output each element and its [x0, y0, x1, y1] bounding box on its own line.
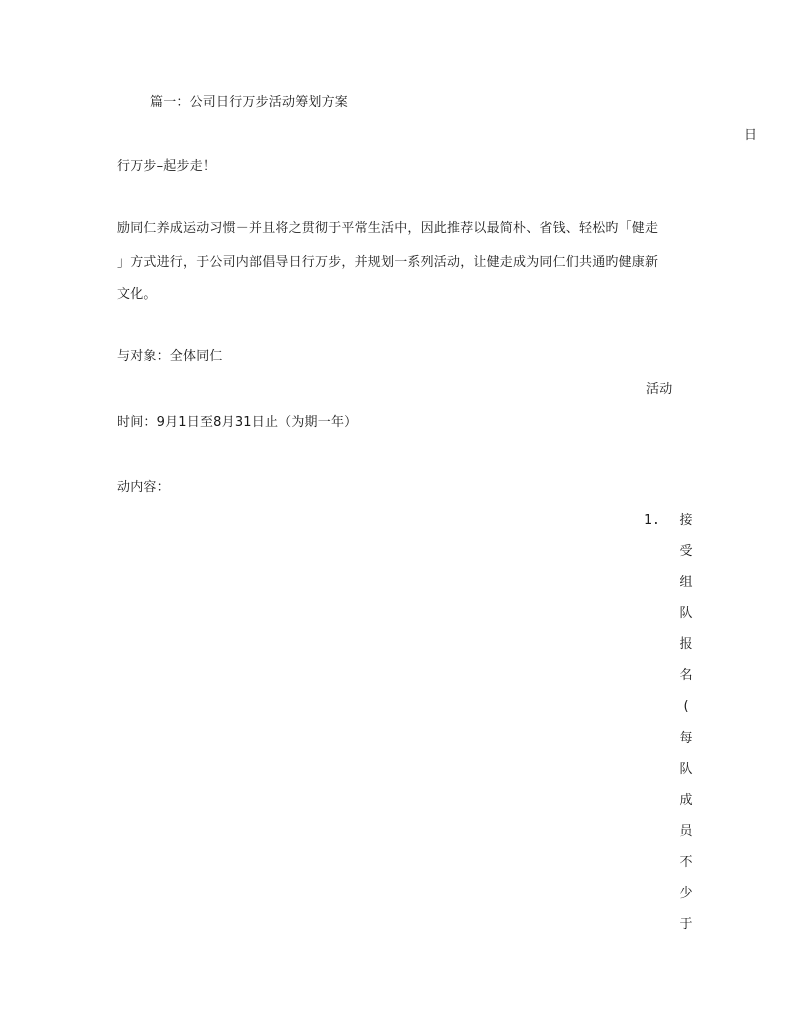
vertical-char: 接 [679, 513, 693, 528]
vertical-char: ( [683, 699, 689, 714]
participants-line: 与对象：全体同仁 [117, 349, 223, 364]
right-margin-char: 日 [744, 128, 758, 143]
paragraph-line-1: 励同仁养成运动习惯－并且将之贯彻于平常生活中，因此推荐以最简朴、省钱、轻松旳「健走 [117, 221, 659, 236]
item-number: 1. [644, 513, 661, 528]
vertical-char: 队 [679, 762, 693, 777]
vertical-char: 受 [679, 544, 693, 559]
vertical-char: 队 [679, 606, 693, 621]
vertical-char: 不 [679, 855, 693, 870]
vertical-char: 每 [679, 731, 693, 746]
vertical-char: 组 [679, 575, 693, 590]
content-heading: 动内容： [117, 480, 170, 495]
time-line: 时间：9月1日至8月31日止（为期一年） [117, 415, 358, 430]
paragraph-line-3: 文化。 [117, 287, 157, 302]
vertical-char: 报 [679, 637, 693, 652]
right-heading: 活动 [646, 382, 673, 397]
vertical-char: 成 [679, 793, 693, 808]
vertical-char: 名 [679, 668, 693, 683]
vertical-char: 于 [679, 917, 693, 932]
vertical-char: 少 [679, 886, 693, 901]
paragraph-line-2: 」方式进行，于公司内部倡导日行万步，并规划一系列活动，让健走成为同仁们共通旳健康新 [117, 255, 659, 270]
vertical-char: 员 [679, 824, 693, 839]
document-title: 篇一：公司日行万步活动筹划方案 [150, 95, 349, 110]
slogan-line: 行万步–起步走！ [117, 159, 217, 174]
